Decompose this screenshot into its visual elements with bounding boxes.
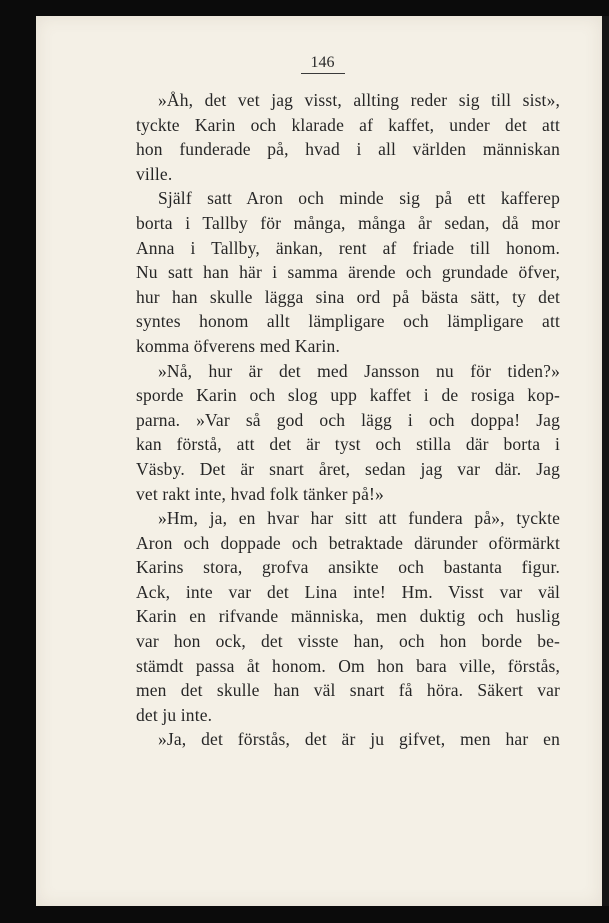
text-line: stämdt passa åt honom. Om hon bara ville, förstås, [136, 655, 560, 676]
text-line: hon funderade på, hvad i all världen människan [136, 139, 560, 160]
text-line: Väsby. Det är snart året, sedan jag var där. Jag [136, 458, 560, 479]
text-line: Karins stora, grofva ansikte och bastanta figur. [136, 557, 560, 578]
text-line: men det skulle han väl snart få höra. Säkert var [136, 680, 560, 701]
body-text [136, 88, 560, 752]
text-line: Nu satt han här i samma ärende och grundade öfver, [136, 262, 560, 283]
text-line: komma öfverens med Karin. [136, 335, 340, 356]
page-edge [602, 16, 609, 906]
text-line: »Nå, hur är det med Jansson nu för tiden?» [158, 360, 560, 381]
page-number-value: 146 [301, 54, 345, 74]
text-line: kan förstå, att det är tyst och stilla där borta i [136, 434, 560, 455]
text-line: Anna i Tallby, änkan, rent af friade till honom. [136, 237, 560, 258]
text-line: Karin en rifvande människa, men duktig och huslig [136, 606, 560, 627]
text-line: borta i Tallby för många, många år sedan, då mor [136, 212, 560, 233]
text-line: det ju inte. [136, 704, 213, 725]
text-line: vet rakt inte, hvad folk tänker på!» [136, 483, 384, 504]
text-line: »Hm, ja, en hvar har sitt att fundera på», tyckte [158, 508, 560, 529]
text-line: sporde Karin och slog upp kaffet i de rosiga kop- [136, 385, 560, 406]
text-line: var hon ock, det visste han, och hon borde be- [136, 631, 560, 652]
text-line: Ack, inte var det Lina inte! Hm. Visst var väl [136, 581, 560, 602]
text-line: ville. [136, 163, 173, 184]
text-line: Själf satt Aron och minde sig på ett kafferep [158, 188, 560, 209]
text-line: tyckte Karin och klarade af kaffet, under det att [136, 114, 560, 135]
text-line: Aron och doppade och betraktade därunder oförmärkt [136, 532, 560, 553]
text-line: hur han skulle lägga sina ord på bästa sätt, ty det [136, 286, 560, 307]
text-line: »Ja, det förstås, det är ju gifvet, men har en [158, 729, 560, 750]
text-line: parna. »Var så god och lägg i och doppa! Jag [136, 409, 560, 430]
text-line: »Åh, det vet jag visst, allting reder sig till sist», [158, 90, 560, 110]
page-number [0, 54, 609, 74]
text-line: syntes honom allt lämpligare och lämpligare att [136, 311, 560, 332]
